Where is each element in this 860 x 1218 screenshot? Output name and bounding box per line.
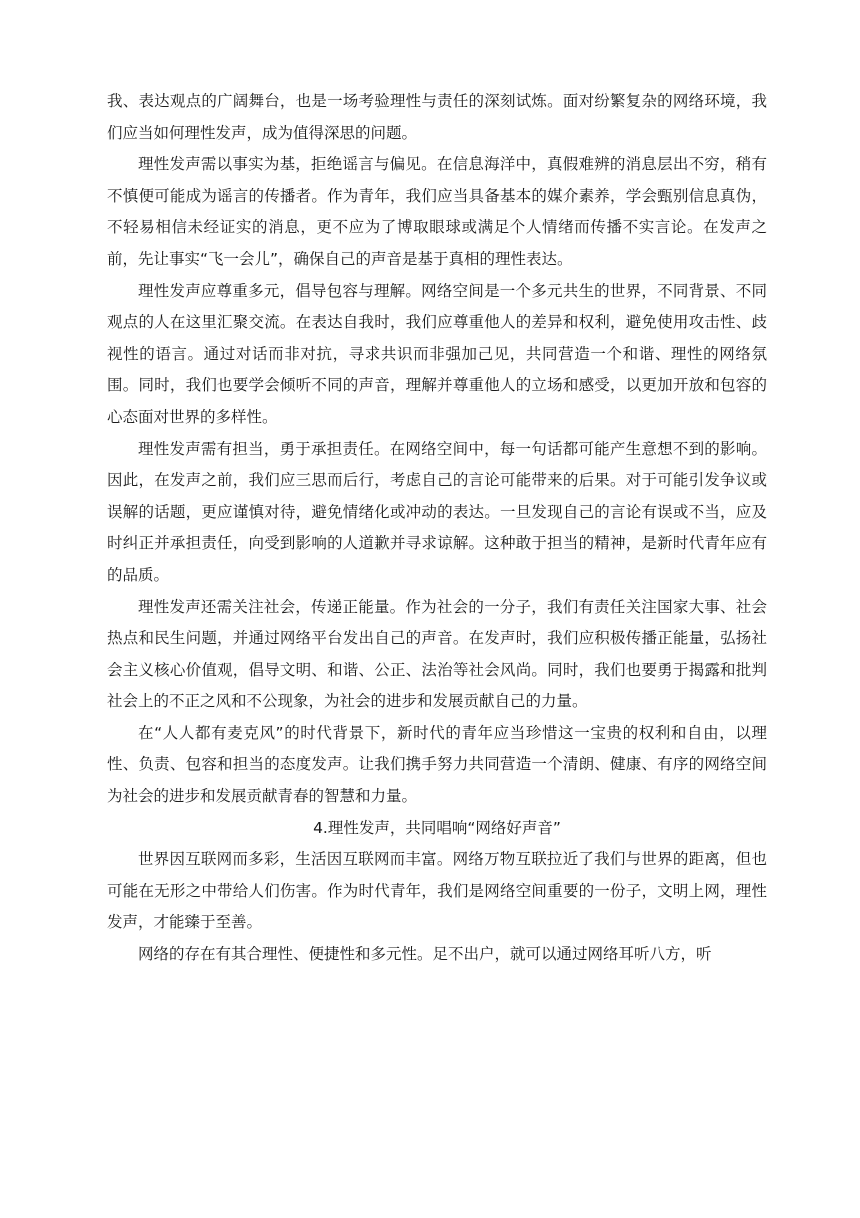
section-heading: 4.理性发声，共同唱响“网络好声音”	[313, 818, 561, 837]
paragraph: 在“人人都有麦克风”的时代背景下，新时代的青年应当珍惜这一宝贵的权利和自由，以理性、负责、包容和担当的态度发声。让我们携手努力共同营造一个清朗、健康、有序的网络空间为社会的进步和发展贡献青春的智慧和力量。	[107, 723, 767, 806]
paragraph: 世界因互联网而多彩，生活因互联网而丰富。网络万物互联拉近了我们与世界的距离，但也可能在无形之中带给人们伤害。作为时代青年，我们是网络空间重要的一份子，文明上网，理性发声，才能臻于至善。	[107, 850, 767, 932]
paragraph: 理性发声应尊重多元，倡导包容与理解。网络空间是一个多元共生的世界，不同背景、不同观点的人在这里汇聚交流。在表达自我时，我们应尊重他人的差异和权利，避免使用攻击性、歧视性的语言。通过对话而非对抗，寻求共识而非强加己见，共同营造一个和谐、理性的网络氛围。同时，我们也要学会倾听不同的声音，理解并尊重他人的立场和感受，以更加开放和包容的心态面对世界的多样性。	[107, 281, 767, 426]
paragraph: 我、表达观点的广阔舞台，也是一场考验理性与责任的深刻试炼。面对纷繁复杂的网络环境，我们应当如何理性发声，成为值得深思的问题。	[107, 92, 767, 142]
paragraph: 理性发声需以事实为基，拒绝谣言与偏见。在信息海洋中，真假难辨的消息层出不穷，稍有不慎便可能成为谣言的传播者。作为青年，我们应当具备基本的媒介素养，学会甄别信息真伪，不轻易相信未经证实的消息，更不应为了博取眼球或满足个人情绪而传播不实言论。在发声之前，先让事实“飞一会儿”，确保自己的声音是基于真相的理性表达。	[107, 155, 767, 268]
paragraph: 理性发声需有担当，勇于承担责任。在网络空间中，每一句话都可能产生意想不到的影响。因此，在发声之前，我们应三思而后行，考虑自己的言论可能带来的后果。对于可能引发争议或误解的话题，更应谨慎对待，避免情绪化或冲动的表达。一旦发现自己的言论有误或不当，应及时纠正并承担责任，向受到影响的人道歉并寻求谅解。这种敢于担当的精神，是新时代青年应有的品质。	[107, 439, 767, 584]
paragraph: 网络的存在有其合理性、便捷性和多元性。足不出户，就可以通过网络耳听八方，听	[138, 945, 712, 964]
document-page	[107, 86, 767, 971]
paragraph: 理性发声还需关注社会，传递正能量。作为社会的一分子，我们有责任关注国家大事、社会热点和民生问题，并通过网络平台发出自己的声音。在发声时，我们应积极传播正能量，弘扬社会主义核心价值观，倡导文明、和谐、公正、法治等社会风尚。同时，我们也要勇于揭露和批判社会上的不正之风和不公现象，为社会的进步和发展贡献自己的力量。	[107, 597, 767, 711]
